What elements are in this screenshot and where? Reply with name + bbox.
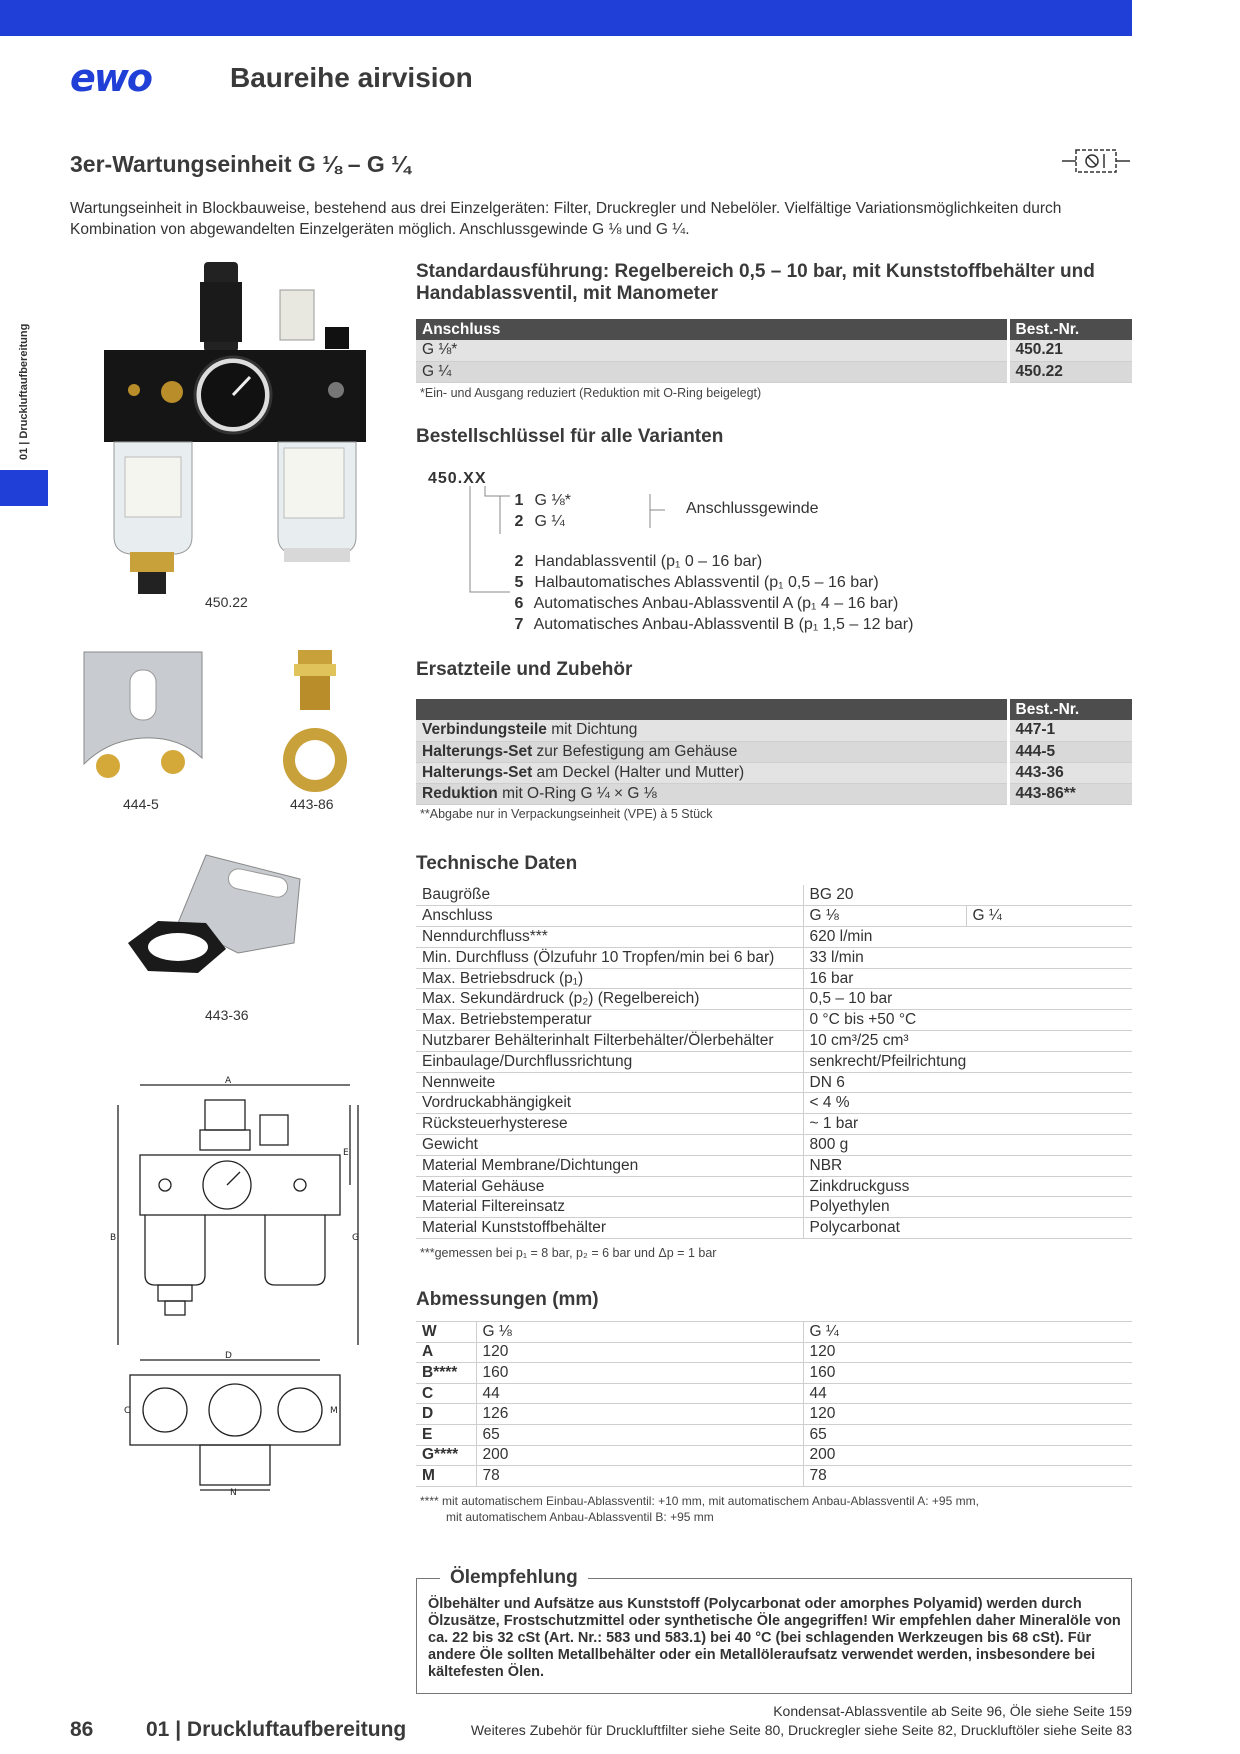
drawing-label-d: D (225, 1351, 232, 1361)
bracket-photo-icon (78, 648, 208, 788)
drawing-label-g: G (352, 1233, 359, 1243)
oil-text: Ölbehälter und Aufsätze aus Kunststoff (Polycarbonat oder amorphes Polyamid) werden durch Ölzusätze, Frostschutzmittel oder synthetische Öle angegriffen! Wir empfehlen daher Mineralöle von ca. 22 bis 32 cSt (Art. Nr.: 583 und 583.1) bei 40 °C (bei schlagenden Werkzeugen bis 68 cSt). Für andere Öle sollten Metallbehälter oder ein Metallöleraufsatz verwendet werden, insbesondere bei kältefesten Ölen. (428, 1596, 1121, 1680)
table-row: Material Filtereinsatz Polyethylen (416, 1197, 1132, 1218)
table-row: Max. Betriebstemperatur 0 °C bis +50 °C (416, 1010, 1132, 1031)
bracket-caption: 444-5 (123, 796, 159, 812)
main-photo-caption: 450.22 (205, 594, 248, 610)
list-item: 7 Automatisches Anbau-Ablassventil B (p₁ 1,5 – 12 bar) (514, 616, 914, 633)
table-row: Max. Betriebsdruck (p₁) 16 bar (416, 968, 1132, 989)
standard-table: Anschluss Best.-Nr. G ⅛* 450.21 G ¼ 450.22 (416, 319, 1132, 383)
list-item: 6 Automatisches Anbau-Ablassventil A (p₁ 4 – 16 bar) (514, 595, 899, 612)
bracket2-caption: 443-36 (205, 1007, 249, 1023)
table-row: E 65 65 (416, 1424, 1132, 1445)
dims-note-2: mit automatischem Anbau-Ablassventil B: +95 mm (446, 1510, 714, 1524)
footer-line-1: Kondensat-Ablassventile ab Seite 96, Öle siehe Seite 159 (773, 1703, 1132, 1719)
table-row: Min. Durchfluss (Ölzufuhr 10 Tropfen/min bei 6 bar) 33 l/min (416, 947, 1132, 968)
tech-table (416, 885, 1132, 1239)
table-row: Anschluss G ⅛ G ¼ (416, 906, 1132, 927)
dims-note-1: **** mit automatischem Einbau-Ablassventil: +10 mm, mit automatischem Anbau-Ablassventil A: +95 mm, (420, 1494, 979, 1508)
table-row: Vordruckabhängigkeit < 4 % (416, 1093, 1132, 1114)
spares-table: Best.-Nr. Verbindungsteile mit Dichtung 447-1 Halterungs-Set zur Befestigung am Gehäuse 444-5 Halterungs-Set am Deckel (Halter und Mutter) 443-36 Reduktion mit O-Ring G ¼ × G ⅛ 443-86** (416, 699, 1132, 805)
table-row: A 120 120 (416, 1342, 1132, 1363)
page-number: 86 (70, 1718, 94, 1741)
table-row: M 78 78 (416, 1466, 1132, 1487)
nut-caption: 443-86 (290, 796, 334, 812)
side-label: 01 | Druckluftaufbereitung (18, 323, 30, 460)
table-row: Material Membrane/Dichtungen NBR (416, 1155, 1132, 1176)
table-row: Rücksteuerhysterese ~ 1 bar (416, 1114, 1132, 1135)
table-row: G ⅛* 450.21 (416, 340, 1132, 361)
table-row: Reduktion mit O-Ring G ¼ × G ⅛ 443-86** (416, 783, 1132, 804)
tech-heading: Technische Daten (416, 853, 578, 874)
order-key-heading: Bestellschlüssel für alle Varianten (416, 426, 724, 447)
table-row: Max. Sekundärdruck (p₂) (Regelbereich) 0,5 – 10 bar (416, 989, 1132, 1010)
product-title: 3er-Wartungseinheit G ⅛ – G ¼ (70, 151, 411, 177)
table-row: G**** 200 200 (416, 1445, 1132, 1466)
table-row: Einbaulage/Durchflussrichtung senkrecht/Pfeilrichtung (416, 1051, 1132, 1072)
order-key-code: 450.XX (428, 470, 487, 487)
tech-note: ***gemessen bei p₁ = 8 bar, p₂ = 6 bar und Δp = 1 bar (420, 1246, 717, 1260)
table-row: W G ⅛ G ¼ (416, 1322, 1132, 1343)
drawing-label-m: M (330, 1406, 338, 1416)
spares-note: **Abgabe nur in Verpackungseinheit (VPE) à 5 Stück (420, 807, 713, 821)
ewo-logo: ewo (70, 56, 151, 100)
technical-drawing-icon (110, 1075, 365, 1495)
table-row: Nennweite DN 6 (416, 1072, 1132, 1093)
valve-options (508, 551, 913, 635)
drawing-label-c: C (124, 1406, 131, 1416)
drawing-label-e: E (343, 1148, 349, 1158)
maintenance-unit-symbol-icon (1062, 146, 1130, 176)
table-row: B**** 160 160 (416, 1363, 1132, 1384)
nut-photo-icon (280, 648, 350, 794)
spares-heading: Ersatzteile und Zubehör (416, 659, 633, 680)
drawing-label-b: B (110, 1233, 117, 1243)
thread-options (508, 490, 571, 532)
product-intro: Wartungseinheit in Blockbauweise, bestehend aus drei Einzelgeräten: Filter, Druckregler und Nebelöler. Vielfältige Variationsmöglichkeiten durch Kombination von abgewandelten Einzelgeräten möglich. Anschlussgewinde G ⅛ und G ¼. (70, 200, 1062, 238)
table-row: Gewicht 800 g (416, 1135, 1132, 1156)
side-block (0, 470, 48, 506)
thread-label: Anschlussgewinde (686, 500, 819, 517)
drawing-label-n: N (230, 1488, 237, 1495)
top-bar (0, 0, 1132, 36)
list-item: 2 Handablassventil (p₁ 0 – 16 bar) (514, 553, 763, 570)
footer-line-2: Weiteres Zubehör für Druckluftfilter siehe Seite 80, Druckregler siehe Seite 82, Druckluftöler siehe Seite 83 (470, 1722, 1132, 1738)
list-item: 5 Halbautomatisches Ablassventil (p₁ 0,5 – 16 bar) (514, 574, 879, 591)
oil-title: Ölempfehlung (440, 1567, 588, 1589)
drawing-label-a: A (225, 1076, 232, 1086)
table-row: C 44 44 (416, 1383, 1132, 1404)
table-row: Baugröße BG 20 (416, 885, 1132, 906)
list-item: 1 G ⅛* (514, 492, 571, 509)
bracket2-photo-icon (118, 853, 308, 1003)
list-item: 2 G ¼ (514, 513, 565, 530)
table-row: D 126 120 (416, 1404, 1132, 1425)
standard-note: *Ein- und Ausgang reduziert (Reduktion mit O-Ring beigelegt) (420, 386, 762, 400)
table-row: Material Gehäuse Zinkdruckguss (416, 1176, 1132, 1197)
table-row: Nutzbarer Behälterinhalt Filterbehälter/Ölerbehälter 10 cm³/25 cm³ (416, 1031, 1132, 1052)
table-row: Material Kunststoffbehälter Polycarbonat (416, 1218, 1132, 1239)
standard-heading: Standardausführung: Regelbereich 0,5 – 10 bar, mit Kunststoffbehälter und Handablassventil, mit Manometer (416, 261, 1095, 304)
table-row: Halterungs-Set zur Befestigung am Gehäuse 444-5 (416, 741, 1132, 762)
dims-heading: Abmessungen (mm) (416, 1289, 599, 1310)
table-row: Nenndurchfluss*** 620 l/min (416, 927, 1132, 948)
table-row: Halterungs-Set am Deckel (Halter und Mutter) 443-36 (416, 762, 1132, 783)
product-photo-icon (100, 262, 370, 597)
series-title: Baureihe airvision (230, 62, 473, 93)
dims-table (416, 1321, 1132, 1487)
table-row: G ¼ 450.22 (416, 361, 1132, 382)
footer-section: 01 | Druckluftaufbereitung (146, 1718, 407, 1741)
table-row: Verbindungsteile mit Dichtung 447-1 (416, 720, 1132, 741)
